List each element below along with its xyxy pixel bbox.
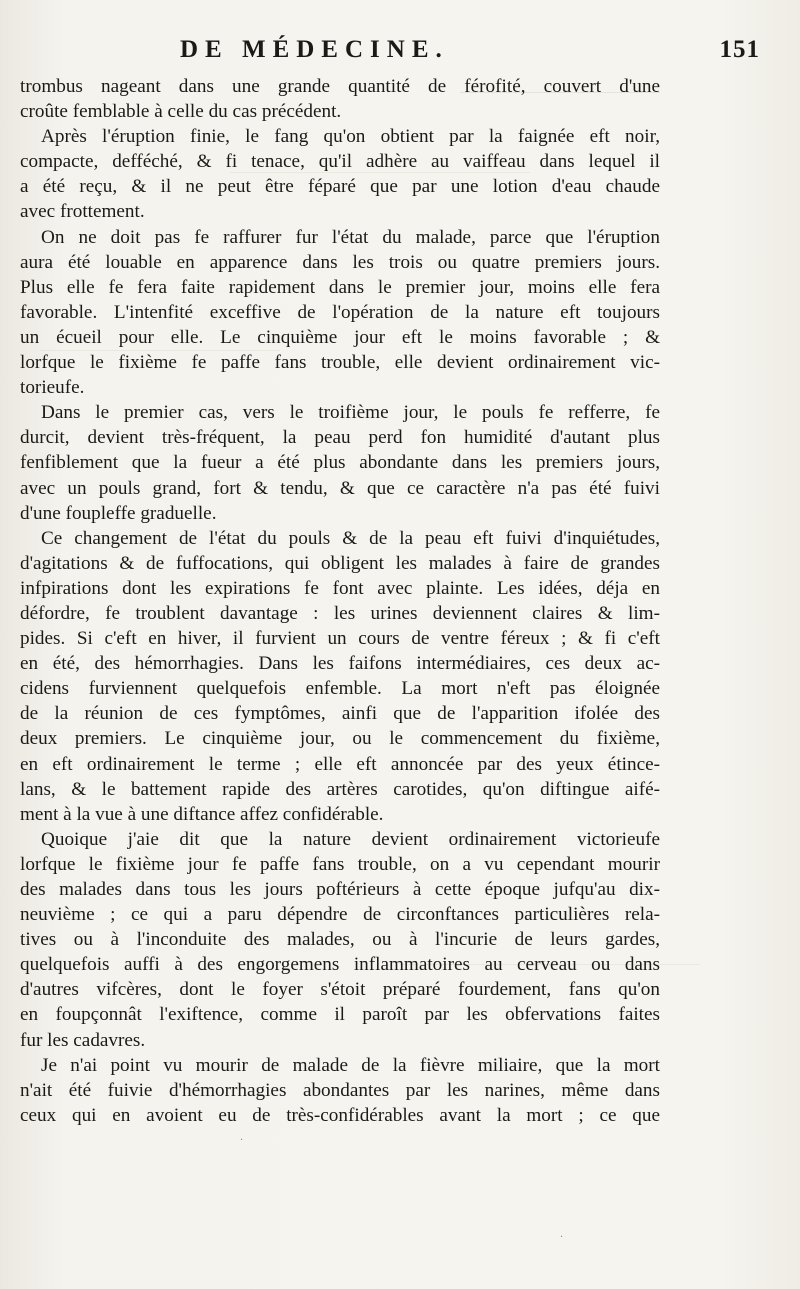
text-line: fur les cadavres. [20, 1029, 146, 1051]
text-line: aura été louable en apparence dans les trois ou quatre premiers jours. [20, 251, 660, 273]
text-line: lorfque le fixième fe paffe fans trouble, elle devient ordinairement vic- [20, 352, 660, 374]
text-line: en foupçonnât l'exiftence, comme il paroît par les obfervations faites [20, 1004, 660, 1026]
text-line: d'agitations & de fuffocations, qui obligent les malades à faire de grandes [20, 552, 660, 574]
text-line: durcit, devient très-fréquent, la peau perd fon humidité d'autant plus [20, 427, 660, 449]
text-line: n'ait été fuivie d'hémorrhagies abondantes par les narines, même dans [20, 1079, 660, 1101]
paragraph-6 [20, 827, 660, 1053]
text-line: défordre, fe troublent davantage : les urines deviennent claires & lim- [20, 602, 660, 624]
text-line: d'une foupleffe graduelle. [20, 502, 217, 524]
text-line: lorfque le fixième jour fe paffe fans trouble, on a vu cependant mourir [20, 853, 660, 875]
page-header [20, 36, 760, 76]
paragraph-4 [20, 400, 660, 525]
text-line: deux premiers. Le cinquième jour, ou le commencement du fixième, [20, 728, 660, 750]
text-line: Après l'éruption finie, le fang qu'on obtient par la faignée eft noir, [41, 126, 660, 148]
text-line: ment à la vue à une diftance affez confidérable. [20, 803, 384, 825]
text-line: pides. Si c'eft en hiver, il furvient un cours de ventre féreux ; & fi c'eft [20, 628, 660, 650]
paragraph-7 [20, 1053, 660, 1128]
text-line: en été, des hémorrhagies. Dans les faifons intermédiaires, ces deux ac- [20, 653, 660, 675]
text-line: compacte, defféché, & fi tenace, qu'il adhère au vaiffeau dans lequel il [20, 151, 660, 173]
text-line: On ne doit pas fe raffurer fur l'état du malade, parce que l'éruption [41, 226, 660, 248]
text-line: cidens furviennent quelquefois enfemble. La mort n'eft pas éloignée [20, 678, 660, 700]
text-line: trombus nageant dans une grande quantité de férofité, couvert d'une [20, 76, 660, 97]
page-number: 151 [719, 36, 760, 63]
text-line: des malades dans tous les jours poftérieurs à cette époque jufqu'au dix- [20, 879, 660, 900]
text-line: un écueil pour elle. Le cinquième jour eft le moins favorable ; & [20, 326, 660, 348]
text-line: torieufe. [20, 377, 85, 399]
paper-speck: · [560, 1232, 564, 1243]
text-line: Je n'ai point vu mourir de malade de la fièvre miliaire, que la mort [41, 1054, 660, 1076]
text-line: fenfiblement que la fueur a été plus abondante dans les premiers jours, [20, 452, 660, 474]
text-line: avec frottement. [20, 201, 145, 223]
text-line: d'autres vifcères, dont le foyer s'étoit préparé fourdement, fans qu'on [20, 979, 660, 1001]
text-line: lans, & le battement rapide des artères carotides, qu'on diftingue aifé- [20, 778, 660, 800]
text-line: tives ou à l'inconduite des malades, ou à l'incurie de leurs gardes, [20, 929, 660, 951]
text-line: Quoique j'aie dit que la nature devient ordinairement victorieufe [41, 828, 660, 850]
paragraph-1 [20, 74, 660, 124]
paragraph-3 [20, 225, 660, 401]
text-line: quelquefois auffi à des engorgemens inflammatoires au cerveau ou dans [20, 954, 660, 976]
text-line: Plus elle fe fera faite rapidement dans le premier jour, moins elle fera [20, 276, 660, 298]
text-line: Ce changement de l'état du pouls & de la peau eft fuivi d'inquiétudes, [41, 527, 660, 549]
text-line: croûte femblable à celle du cas précédent. [20, 101, 342, 123]
text-line: avec un pouls grand, fort & tendu, & que ce caractère n'a pas été fuivi [20, 477, 660, 499]
running-title: DE MÉDECINE. [180, 36, 449, 63]
paper-speck: · [240, 1135, 244, 1146]
text-line: infpirations dont les expirations fe font avec plainte. Les idées, déja en [20, 577, 660, 599]
text-line: ceux qui en avoient eu de très-confidérables avant la mort ; ce que [20, 1104, 660, 1126]
text-line: Dans le premier cas, vers le troifième jour, le pouls fe refferre, fe [41, 402, 660, 424]
body-text [20, 74, 660, 1128]
paragraph-2 [20, 124, 660, 224]
text-line: a été reçu, & il ne peut être féparé que par une lotion d'eau chaude [20, 176, 660, 198]
paragraph-5 [20, 526, 660, 827]
text-line: de la réunion de ces fymptômes, ainfi que de l'apparition ifolée des [20, 703, 660, 725]
text-line: neuvième ; ce qui a paru dépendre de circonftances particulières rela- [20, 904, 660, 926]
text-line: favorable. L'intenfité exceffive de l'opération de la nature eft toujours [20, 301, 660, 323]
text-line: en eft ordinairement le terme ; elle eft annoncée par des yeux étince- [20, 753, 660, 775]
